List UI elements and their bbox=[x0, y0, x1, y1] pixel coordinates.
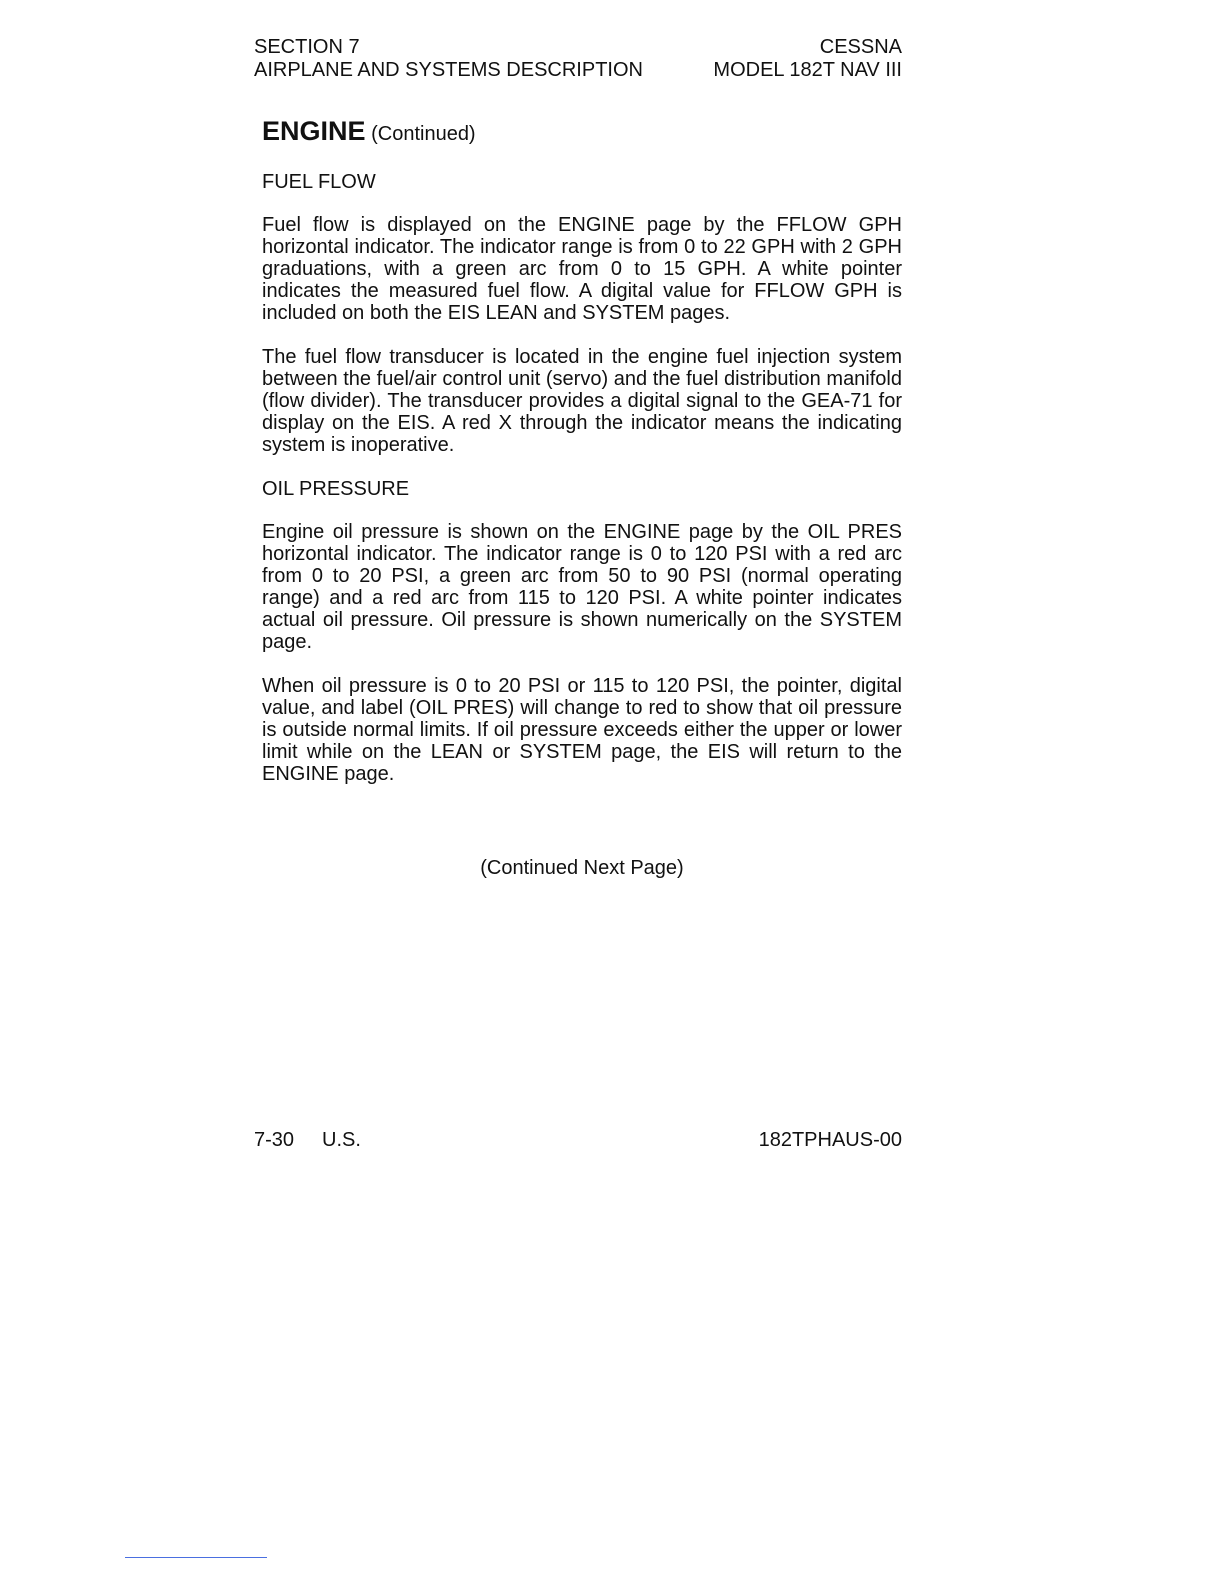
page-title bbox=[262, 114, 902, 151]
brand-name: CESSNA bbox=[819, 36, 902, 58]
fuel-flow-paragraph-1: Fuel flow is displayed on the ENGINE page by the FFLOW GPH horizontal indicator. The indicator range is from 0 to 22 GPH with 2 GPH graduations, with a green arc from 0 to 15 GPH. A white pointer indicates the measured fuel flow. A digital value for FFLOW GPH is included on both the EIS LEAN and SYSTEM pages. bbox=[262, 214, 902, 324]
stray-line-divider bbox=[125, 1557, 267, 1558]
section-title: AIRPLANE AND SYSTEMS DESCRIPTION bbox=[254, 59, 643, 81]
header-right bbox=[713, 36, 902, 82]
page-title-main: ENGINE bbox=[262, 116, 366, 146]
oil-pressure-paragraph-1: Engine oil pressure is shown on the ENGINE page by the OIL PRES horizontal indicator. The indicator range is 0 to 120 PSI with a red arc from 0 to 20 PSI, a green arc from 50 to 90 PSI (normal operating range) and a red arc from 115 to 120 PSI. A white pointer indicates actual oil pressure. Oil pressure is shown numerically on the SYSTEM page. bbox=[262, 521, 902, 653]
header-left bbox=[254, 36, 643, 82]
document-id: 182TPHAUS-00 bbox=[758, 1129, 902, 1151]
oil-pressure-paragraph-2: When oil pressure is 0 to 20 PSI or 115 to 120 PSI, the pointer, digital value, and label (OIL PRES) will change to red to show that oil pressure is outside normal limits. If oil pressure exceeds either the upper or lower limit while on the LEAN or SYSTEM page, the EIS will return to the ENGINE page. bbox=[262, 675, 902, 785]
oil-pressure-heading: OIL PRESSURE bbox=[262, 478, 410, 500]
region-label: U.S. bbox=[322, 1129, 361, 1151]
continued-note: (Continued Next Page) bbox=[480, 857, 684, 879]
page-title-suffix: (Continued) bbox=[371, 123, 476, 145]
footer-left bbox=[254, 1129, 361, 1152]
section-number: SECTION 7 bbox=[254, 36, 360, 58]
model-name: MODEL 182T NAV III bbox=[713, 59, 902, 81]
page-number: 7-30 bbox=[254, 1129, 295, 1151]
fuel-flow-paragraph-2: The fuel flow transducer is located in the engine fuel injection system between the fuel/air control unit (servo) and the fuel distribution manifold (flow divider). The transducer provides a digital signal to the GEA-71 for display on the EIS. A red X through the indicator means the indicating system is inoperative. bbox=[262, 346, 902, 456]
page-content bbox=[262, 114, 902, 807]
fuel-flow-heading: FUEL FLOW bbox=[262, 171, 376, 193]
